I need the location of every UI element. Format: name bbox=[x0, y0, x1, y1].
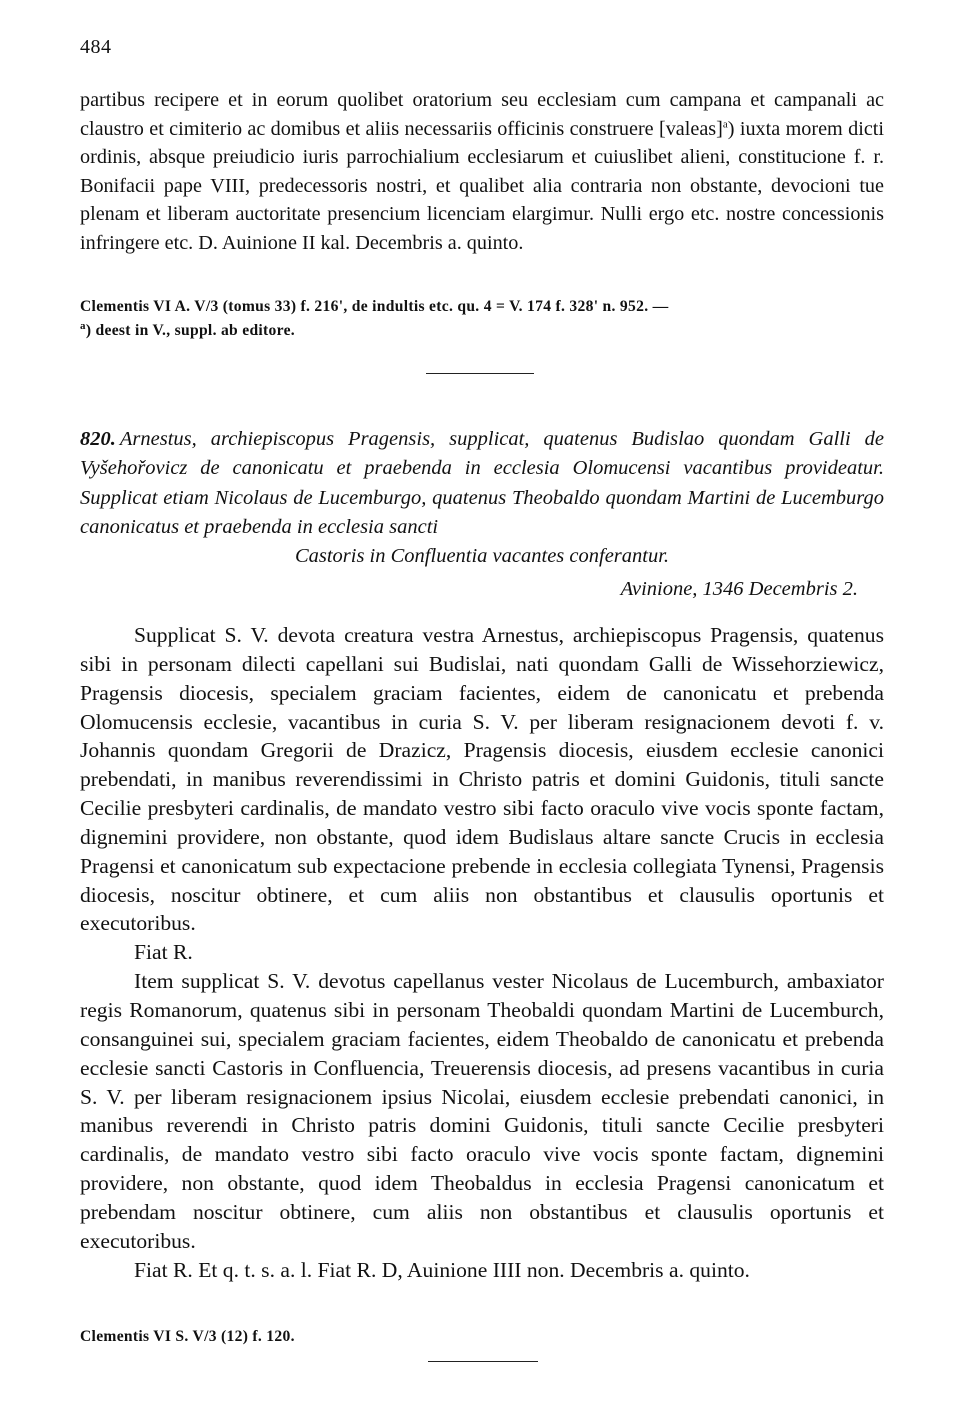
continuation-text-2: ) iuxta morem dicti ordinis, absque preiudicio iuris parrochialium ecclesiarum et cuiuslibet alieni, constitucione f. r. Bonifacii pape VIII, predecessoris nostri, et qualibet alia contraria non obstante, devocioni tue plenam et liberam auctoritate presencium licenciam elargimur. Nulli ergo etc. nostre concessionis infringere etc. D. Auinione II kal. Decembris a. quinto. bbox=[80, 117, 884, 254]
fiat-1: Fiat R. bbox=[134, 940, 193, 965]
fiat-2: Fiat R. Et q. t. s. a. l. Fiat R. D, Auinione IIII non. Decembris a. quinto. bbox=[134, 1257, 750, 1282]
section-divider bbox=[426, 373, 534, 374]
source-note-previous: Clementis VI A. V/3 (tomus 33) f. 216', de indultis etc. qu. 4 = V. 174 f. 328' n. 952. — bbox=[80, 298, 669, 315]
section-divider-bottom bbox=[428, 1361, 538, 1362]
entry-summary-last-line: Castoris in Confluentia vacantes conferantur. bbox=[294, 545, 670, 568]
footnote-a-text: ) deest in V., suppl. ab editore. bbox=[85, 322, 296, 339]
footnote-a-mark: a bbox=[80, 319, 86, 332]
continuation-paragraph bbox=[80, 86, 884, 258]
footnote-a bbox=[80, 320, 884, 341]
supplication-paragraph-1: Supplicat S. V. devota creatura vestra Arnestus, archiepiscopus Pragensis, quatenus sibi in personam dilecti capellani sui Budislai, nati quondam Galli de Wissehorziewicz, Pragensis diocesis, specialem graciam facientes, eidem de canonicatu et prebenda Olomucensis ecclesie, vacantibus in curia S. V. per liberam resignacionem devoti f. v. Johannis quondam Gregorii de Drazicz, Pragensis diocesis, eiusdem ecclesie canonici prebendati, in manibus reverendissimi in Christo patris et domini Guidonis, tituli sancte Cecilie presbyteri cardinalis, de mandato vestro sibi facto oraculo vive vocis sponte factam, dignemini providere, non obstante, quod idem Budislaus altare sancte Crucis in ecclesia Pragensi et canonicatum sub expectacione prebende in ecclesia collegiata Tynensi, Pragensis diocesis, noscitur obtinere, et cum aliis non obstantibus et clausulis oportunis et executoribus. bbox=[80, 623, 884, 936]
footnote-marker: a bbox=[722, 117, 728, 130]
entry-summary bbox=[80, 425, 884, 571]
continuation-text: partibus recipere et in eorum quolibet oratorium seu ecclesiam cum campana et campanali ac claustro et cimiterio ac domibus et aliis necessariis officinis construere [valeas] bbox=[80, 89, 884, 140]
entry-dateline: Avinione, 1346 Decembris 2. bbox=[620, 578, 858, 600]
supplication-paragraph-2: Item supplicat S. V. devotus capellanus vester Nicolaus de Lucemburch, ambaxiator regis Romanorum, quatenus sibi in personam Theobaldi quondam Martini de Lucemburch, consanguinei sui, specialem graciam facientes, eidem Theobaldo de canonicatu et prebenda ecclesie sancti Castoris in Confluencia, Treuerensis diocesis, ad presens vacantibus in curia S. V. per liberam resignacionem ipsius Nicolai, eiusdem ecclesie prebendati canonici, in manibus reverendi in Christo patris domini Guidonis, tituli sancte Cecilie presbyteri cardinalis, de mandato vestro sibi facto oraculo vive vocis sponte factam, dignemini providere, non obstante, quod idem Theobaldus in ecclesia Pragensi canonicatum et prebendam noscitur obtinere, cum aliis non obstantibus et clausulis oportunis et executoribus. bbox=[80, 969, 884, 1253]
entry-summary-text: Arnestus, archiepiscopus Pragensis, supplicat, quatenus Budislao quondam Galli de Vyšehořovicz de canonicatu et praebenda in ecclesia Olomucensi vacantibus provideatur. Supplicat etiam Nicolaus de Lucemburgo, quatenus Theobaldo quondam Martini de Lucemburgo canonicatus et praebenda in ecclesia sancti bbox=[80, 428, 884, 538]
entry-number: 820. bbox=[80, 428, 116, 450]
page-number: 484 bbox=[80, 36, 112, 58]
entry-body bbox=[80, 621, 884, 1284]
source-note-entry: Clementis VI S. V/3 (12) f. 120. bbox=[80, 1328, 295, 1345]
